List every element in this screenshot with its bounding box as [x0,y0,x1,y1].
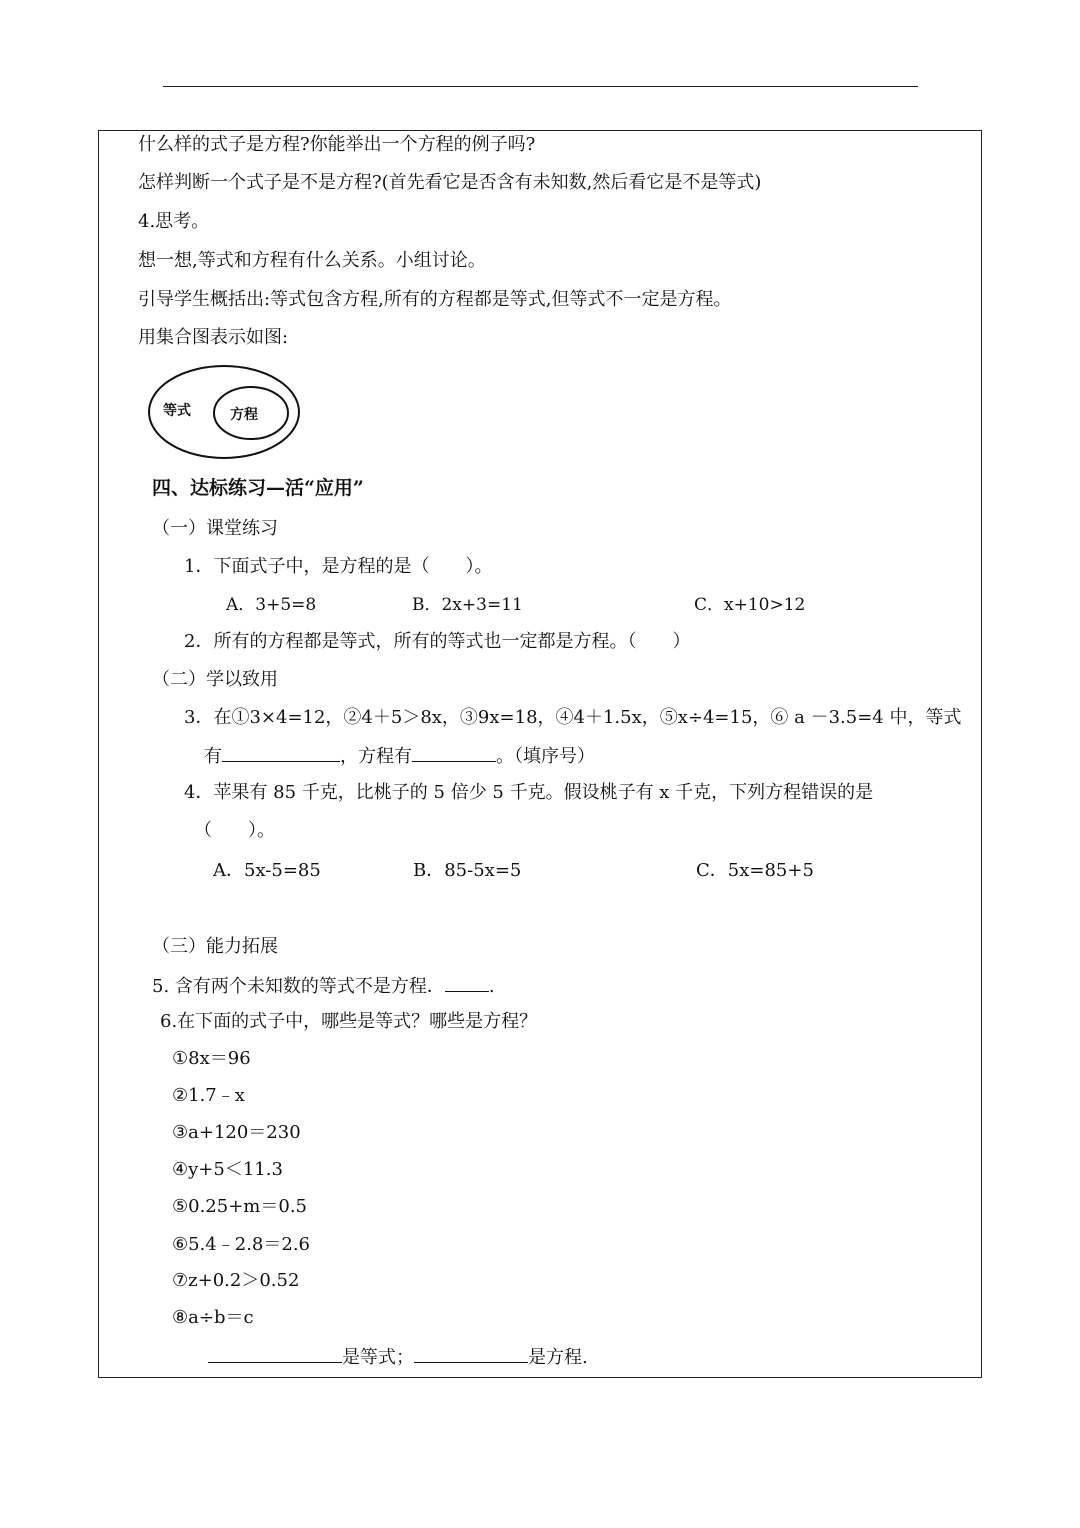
q4-option-b: B．85-5x=5 [413,860,522,881]
q4-option-a: A．5x-5=85 [213,860,321,881]
q3-equation-blank[interactable] [222,743,340,762]
q3-suffix: 。（填序号） [496,746,595,767]
venn-outer-label: 等式 [163,403,191,419]
formula-answer-blank[interactable] [414,1344,528,1363]
q5-text: 5. 含有两个未知数的等式不是方程． [152,976,445,997]
guide-summary: 引导学生概括出:等式包含方程,所有的方程都是等式,但等式不一定是方程。 [138,289,732,310]
q4-option-c: C．5x=85+5 [696,860,814,881]
expression-item-3: ③a+120＝230 [172,1122,301,1143]
q3-formula-blank[interactable] [412,743,496,762]
question-3-line-2 [204,743,595,769]
question-4-line-2: （ ）。 [194,820,275,841]
q5-end: . [488,976,495,997]
question-3-line-1: 3．在①3×4=12，②4＋5＞8x，③9x=18，④4＋1.5x，⑤x÷4=15，⑥ a －3.5=4 中，等式 [184,707,962,728]
venn-diagram [146,363,302,461]
question-5 [152,973,495,999]
question-6: 6.在下面的式子中，哪些是等式？哪些是方程？ [160,1011,538,1032]
q3-mid: ，方程有 [340,746,412,767]
q1-option-a: A．3+5=8 [226,595,317,615]
step-4: 4.思考。 [138,211,210,232]
part-2-title: （二）学以致用 [152,669,278,690]
q3-prefix: 有 [204,746,222,767]
expression-item-8: ⑧a÷b＝c [172,1307,254,1328]
expression-item-4: ④y+5＜11.3 [172,1159,283,1180]
intro-question-1: 什么样的式子是方程?你能举出一个方程的例子吗? [138,134,536,155]
expression-item-1: ①8x＝96 [172,1048,251,1069]
answer-formula-label: 是方程. [528,1347,588,1368]
part-3-title: （三）能力拓展 [152,936,278,957]
expression-item-6: ⑥5.4﹣2.8＝2.6 [172,1234,311,1255]
expression-item-7: ⑦z+0.2＞0.52 [172,1270,300,1291]
expression-item-5: ⑤0.25+m＝0.5 [172,1196,307,1217]
q1-option-c: C．x+10>12 [694,595,806,615]
section-4-title: 四、达标练习—活“应用” [152,477,364,499]
q5-blank[interactable] [445,973,489,992]
intro-question-2: 怎样判断一个式子是不是方程?(首先看它是否含有未知数,然后看它是不是等式) [138,172,762,193]
question-2: 2．所有的方程都是等式，所有的等式也一定都是方程。（ ） [184,631,691,652]
answer-equation-label: 是等式； [342,1347,414,1368]
q1-option-b: B．2x+3=11 [412,595,523,615]
question-1: 1．下面式子中，是方程的是（ ）。 [184,556,493,577]
question-4-line-1: 4．苹果有 85 千克，比桃子的 5 倍少 5 千克。假设桃子有 x 千克，下列方程错误的是 [184,782,874,803]
think-prompt: 想一想,等式和方程有什么关系。小组讨论。 [138,250,486,271]
part-1-title: （一）课堂练习 [152,518,278,539]
equation-answer-blank[interactable] [208,1344,342,1363]
header-rule [163,86,918,87]
answer-line [208,1344,588,1370]
expression-item-2: ②1.7﹣x [172,1085,245,1106]
venn-inner-label: 方程 [230,407,258,423]
set-diagram-intro: 用集合图表示如图: [138,327,289,348]
